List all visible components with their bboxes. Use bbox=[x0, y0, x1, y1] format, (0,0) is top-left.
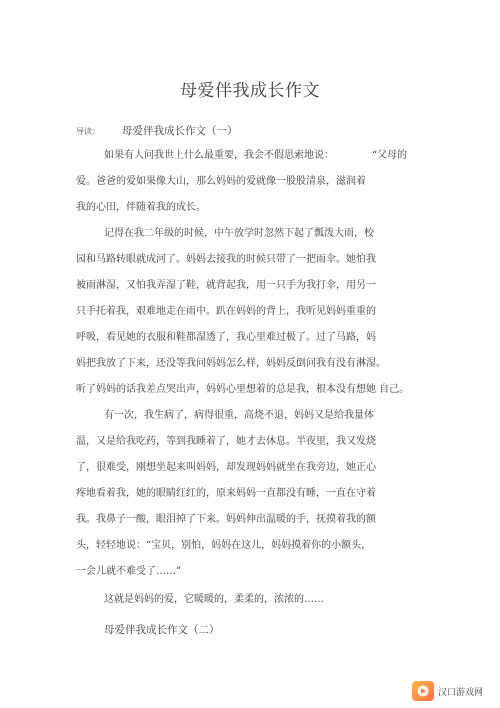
text-line: 妈把我放了下来，还没等我问妈妈怎么样，妈妈反倒问我有没有淋湿。 bbox=[76, 358, 386, 369]
text-line: 我。我鼻子一酸，眼泪掉了下来。妈妈伸出温暖的手，抚摸着我的额 bbox=[76, 514, 376, 525]
text-line: 园和马路转眼就成河了。妈妈去接我的时候只带了一把雨伞。她怕我 bbox=[76, 254, 376, 265]
text-line: “父母的 bbox=[372, 150, 408, 161]
text-line: 这就是妈妈的爱，它暖暖的，柔柔的，浓浓的…… bbox=[104, 594, 324, 605]
text-line: 有一次，我生病了，病得很重，高烧不退，妈妈又是给我量体 bbox=[104, 410, 374, 421]
text-line: 温，又是给我吃药，等到我睡着了，她才去休息。半夜里，我又发烧 bbox=[76, 436, 376, 447]
text-line: 如果有人问我世上什么最重要，我会不假思索地说： bbox=[104, 150, 334, 161]
text-line: 疼地看着我，她的眼睛红红的，原来妈妈一直都没有睡，一直在守着 bbox=[76, 488, 376, 499]
text-line: 只手托着我，艰难地走在雨中。趴在妈妈的背上，我听见妈妈重重的 bbox=[76, 306, 376, 317]
intro-label: 导读： bbox=[76, 127, 100, 136]
text-line: 记得在我二年级的时候，中午放学时忽然下起了瓢泼大雨，校 bbox=[104, 228, 374, 239]
watermark bbox=[412, 680, 492, 702]
text-line: 头，轻轻地说：“宝贝，别怕，妈妈在这儿，妈妈摸着你的小额头， bbox=[76, 540, 372, 551]
text-line: 爱。爸爸的爱如果像大山，那么妈妈的爱就像一股股清泉，滋润着 bbox=[76, 176, 366, 187]
page-title: 母爱伴我成长作文 bbox=[180, 81, 320, 101]
text-line: 听了妈妈的话我差点哭出声，妈妈心里想着的总是我，根本没有想她 自己。 bbox=[76, 384, 410, 395]
text-line: 了，很难受，刚想坐起来叫妈妈，却发现妈妈就坐在我旁边，她正心 bbox=[76, 462, 376, 473]
text-line: 被雨淋湿，又怕我弄湿了鞋，就背起我，用一只手为我打伞，用另一 bbox=[76, 280, 376, 291]
game-logo-icon bbox=[412, 681, 434, 701]
watermark-text: 汉口游戏网 bbox=[438, 687, 484, 698]
text-line: 呼吸，看见她的衣服和鞋都湿透了，我心里难过极了。过了马路，妈 bbox=[76, 332, 376, 343]
text-line: 一会儿就不难受了……” bbox=[76, 566, 182, 577]
text-line: 我的心田，伴随着我的成长。 bbox=[76, 202, 206, 213]
subtitle-part-two: 母爱伴我成长作文（二） bbox=[104, 624, 220, 636]
subtitle-part-one: 母爱伴我成长作文（一） bbox=[122, 125, 238, 137]
